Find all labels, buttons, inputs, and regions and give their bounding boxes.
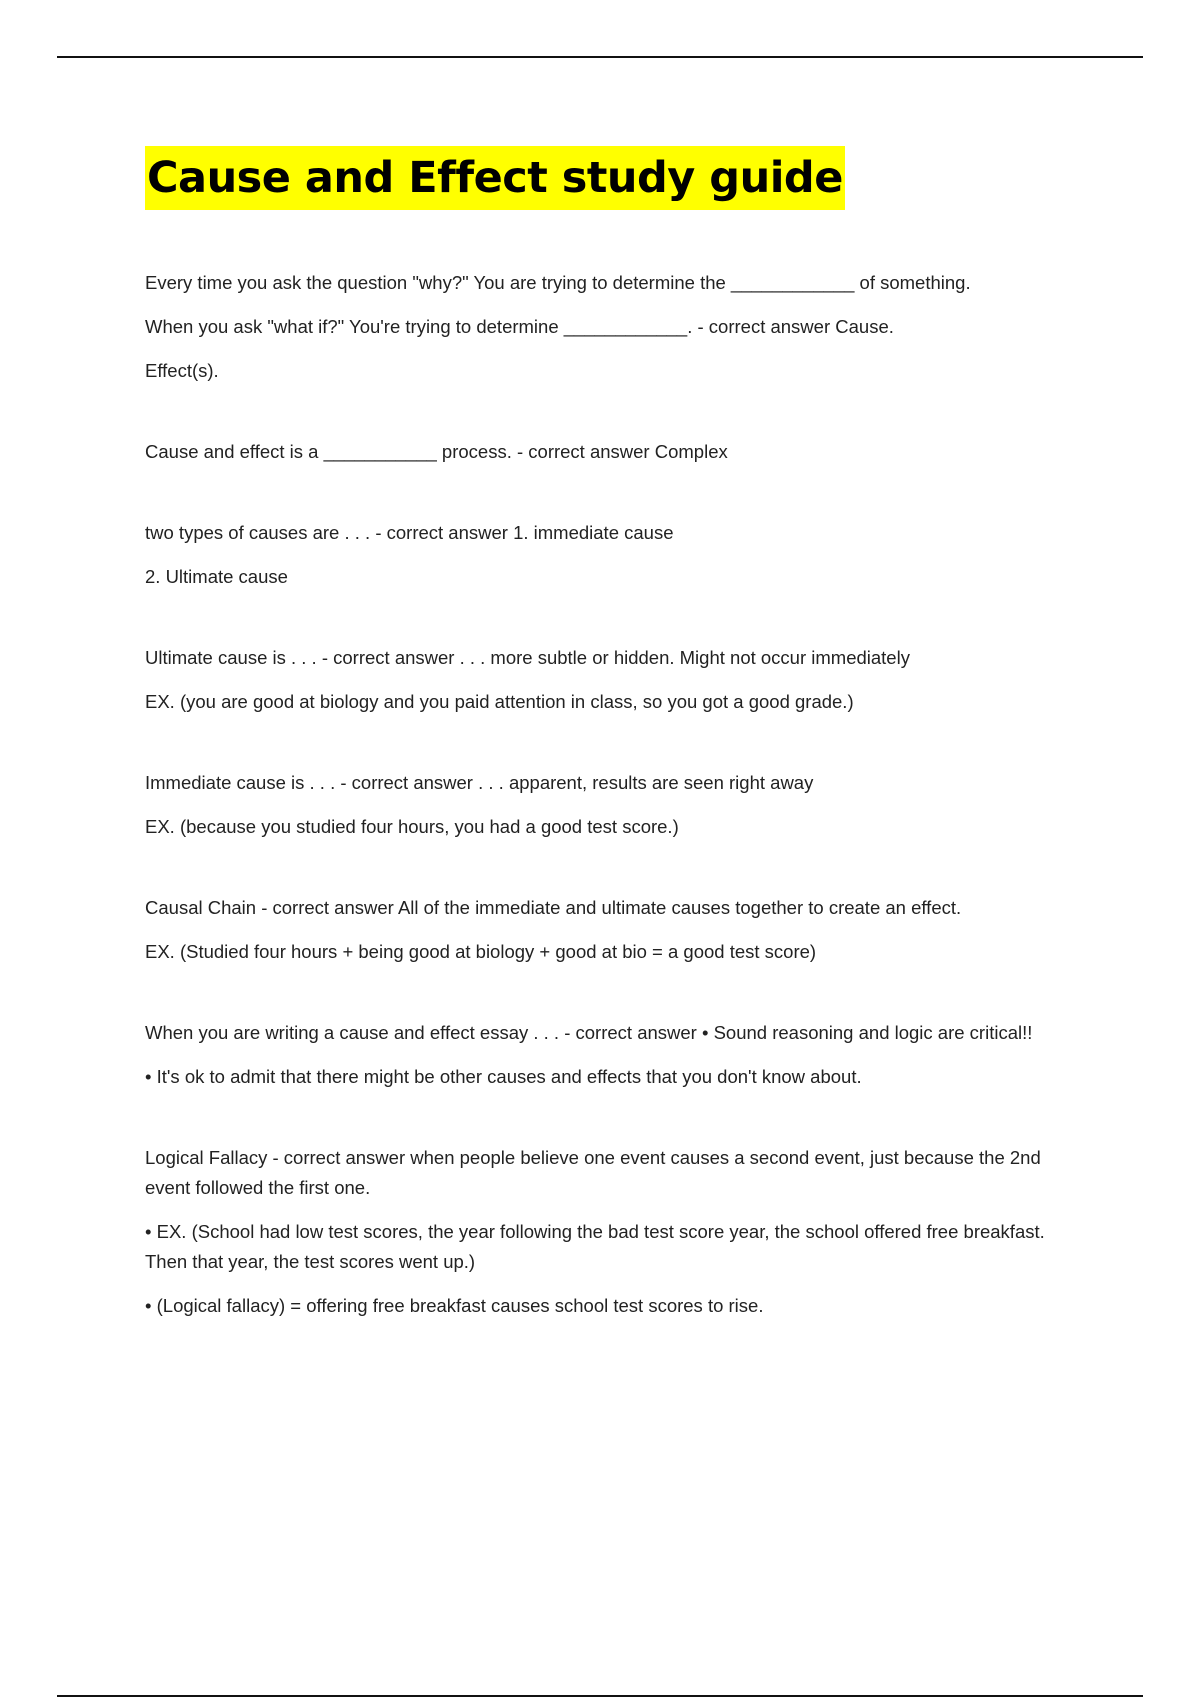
paragraph: Every time you ask the question "why?" You are trying to determine the ____________ of something. — [145, 272, 971, 293]
qa-item-6 — [145, 893, 1085, 967]
paragraph: two types of causes are . . . - correct answer 1. immediate cause — [145, 522, 674, 543]
qa-item-1 — [145, 268, 1085, 386]
qa-item-2 — [145, 437, 1085, 467]
qa-item-7 — [145, 1018, 1085, 1092]
page-title: Cause and Effect study guide — [145, 146, 845, 210]
paragraph: • EX. (School had low test scores, the year following the bad test score year, the school offered free breakfast. Then that year, the test scores went up.) — [145, 1221, 1045, 1272]
paragraph: Logical Fallacy - correct answer when people believe one event causes a second event, just because the 2nd event followed the first one. — [145, 1147, 1041, 1198]
paragraph: 2. Ultimate cause — [145, 566, 288, 587]
header-rule — [57, 56, 1143, 58]
paragraph: Effect(s). — [145, 360, 219, 381]
qa-item-3 — [145, 518, 1085, 592]
qa-item-5 — [145, 768, 1085, 842]
paragraph: When you are writing a cause and effect essay . . . - correct answer • Sound reasoning and logic are critical!! — [145, 1022, 1033, 1043]
document-body — [145, 268, 1085, 1372]
paragraph: • (Logical fallacy) = offering free breakfast causes school test scores to rise. — [145, 1295, 764, 1316]
paragraph: Ultimate cause is . . . - correct answer . . . more subtle or hidden. Might not occur immediately — [145, 647, 910, 668]
qa-item-8 — [145, 1143, 1085, 1321]
footer-rule — [57, 1695, 1143, 1697]
paragraph: EX. (Studied four hours + being good at biology + good at bio = a good test score) — [145, 941, 817, 962]
paragraph: • It's ok to admit that there might be other causes and effects that you don't know about. — [145, 1066, 862, 1087]
paragraph: EX. (because you studied four hours, you had a good test score.) — [145, 816, 679, 837]
paragraph: When you ask "what if?" You're trying to determine ____________. - correct answer Cause. — [145, 316, 894, 337]
paragraph: EX. (you are good at biology and you paid attention in class, so you got a good grade.) — [145, 691, 854, 712]
paragraph: Immediate cause is . . . - correct answer . . . apparent, results are seen right away — [145, 772, 814, 793]
paragraph: Cause and effect is a ___________ process. - correct answer Complex — [145, 441, 728, 462]
paragraph: Causal Chain - correct answer All of the immediate and ultimate causes together to create an effect. — [145, 897, 962, 918]
qa-item-4 — [145, 643, 1085, 717]
title-block — [145, 146, 845, 210]
